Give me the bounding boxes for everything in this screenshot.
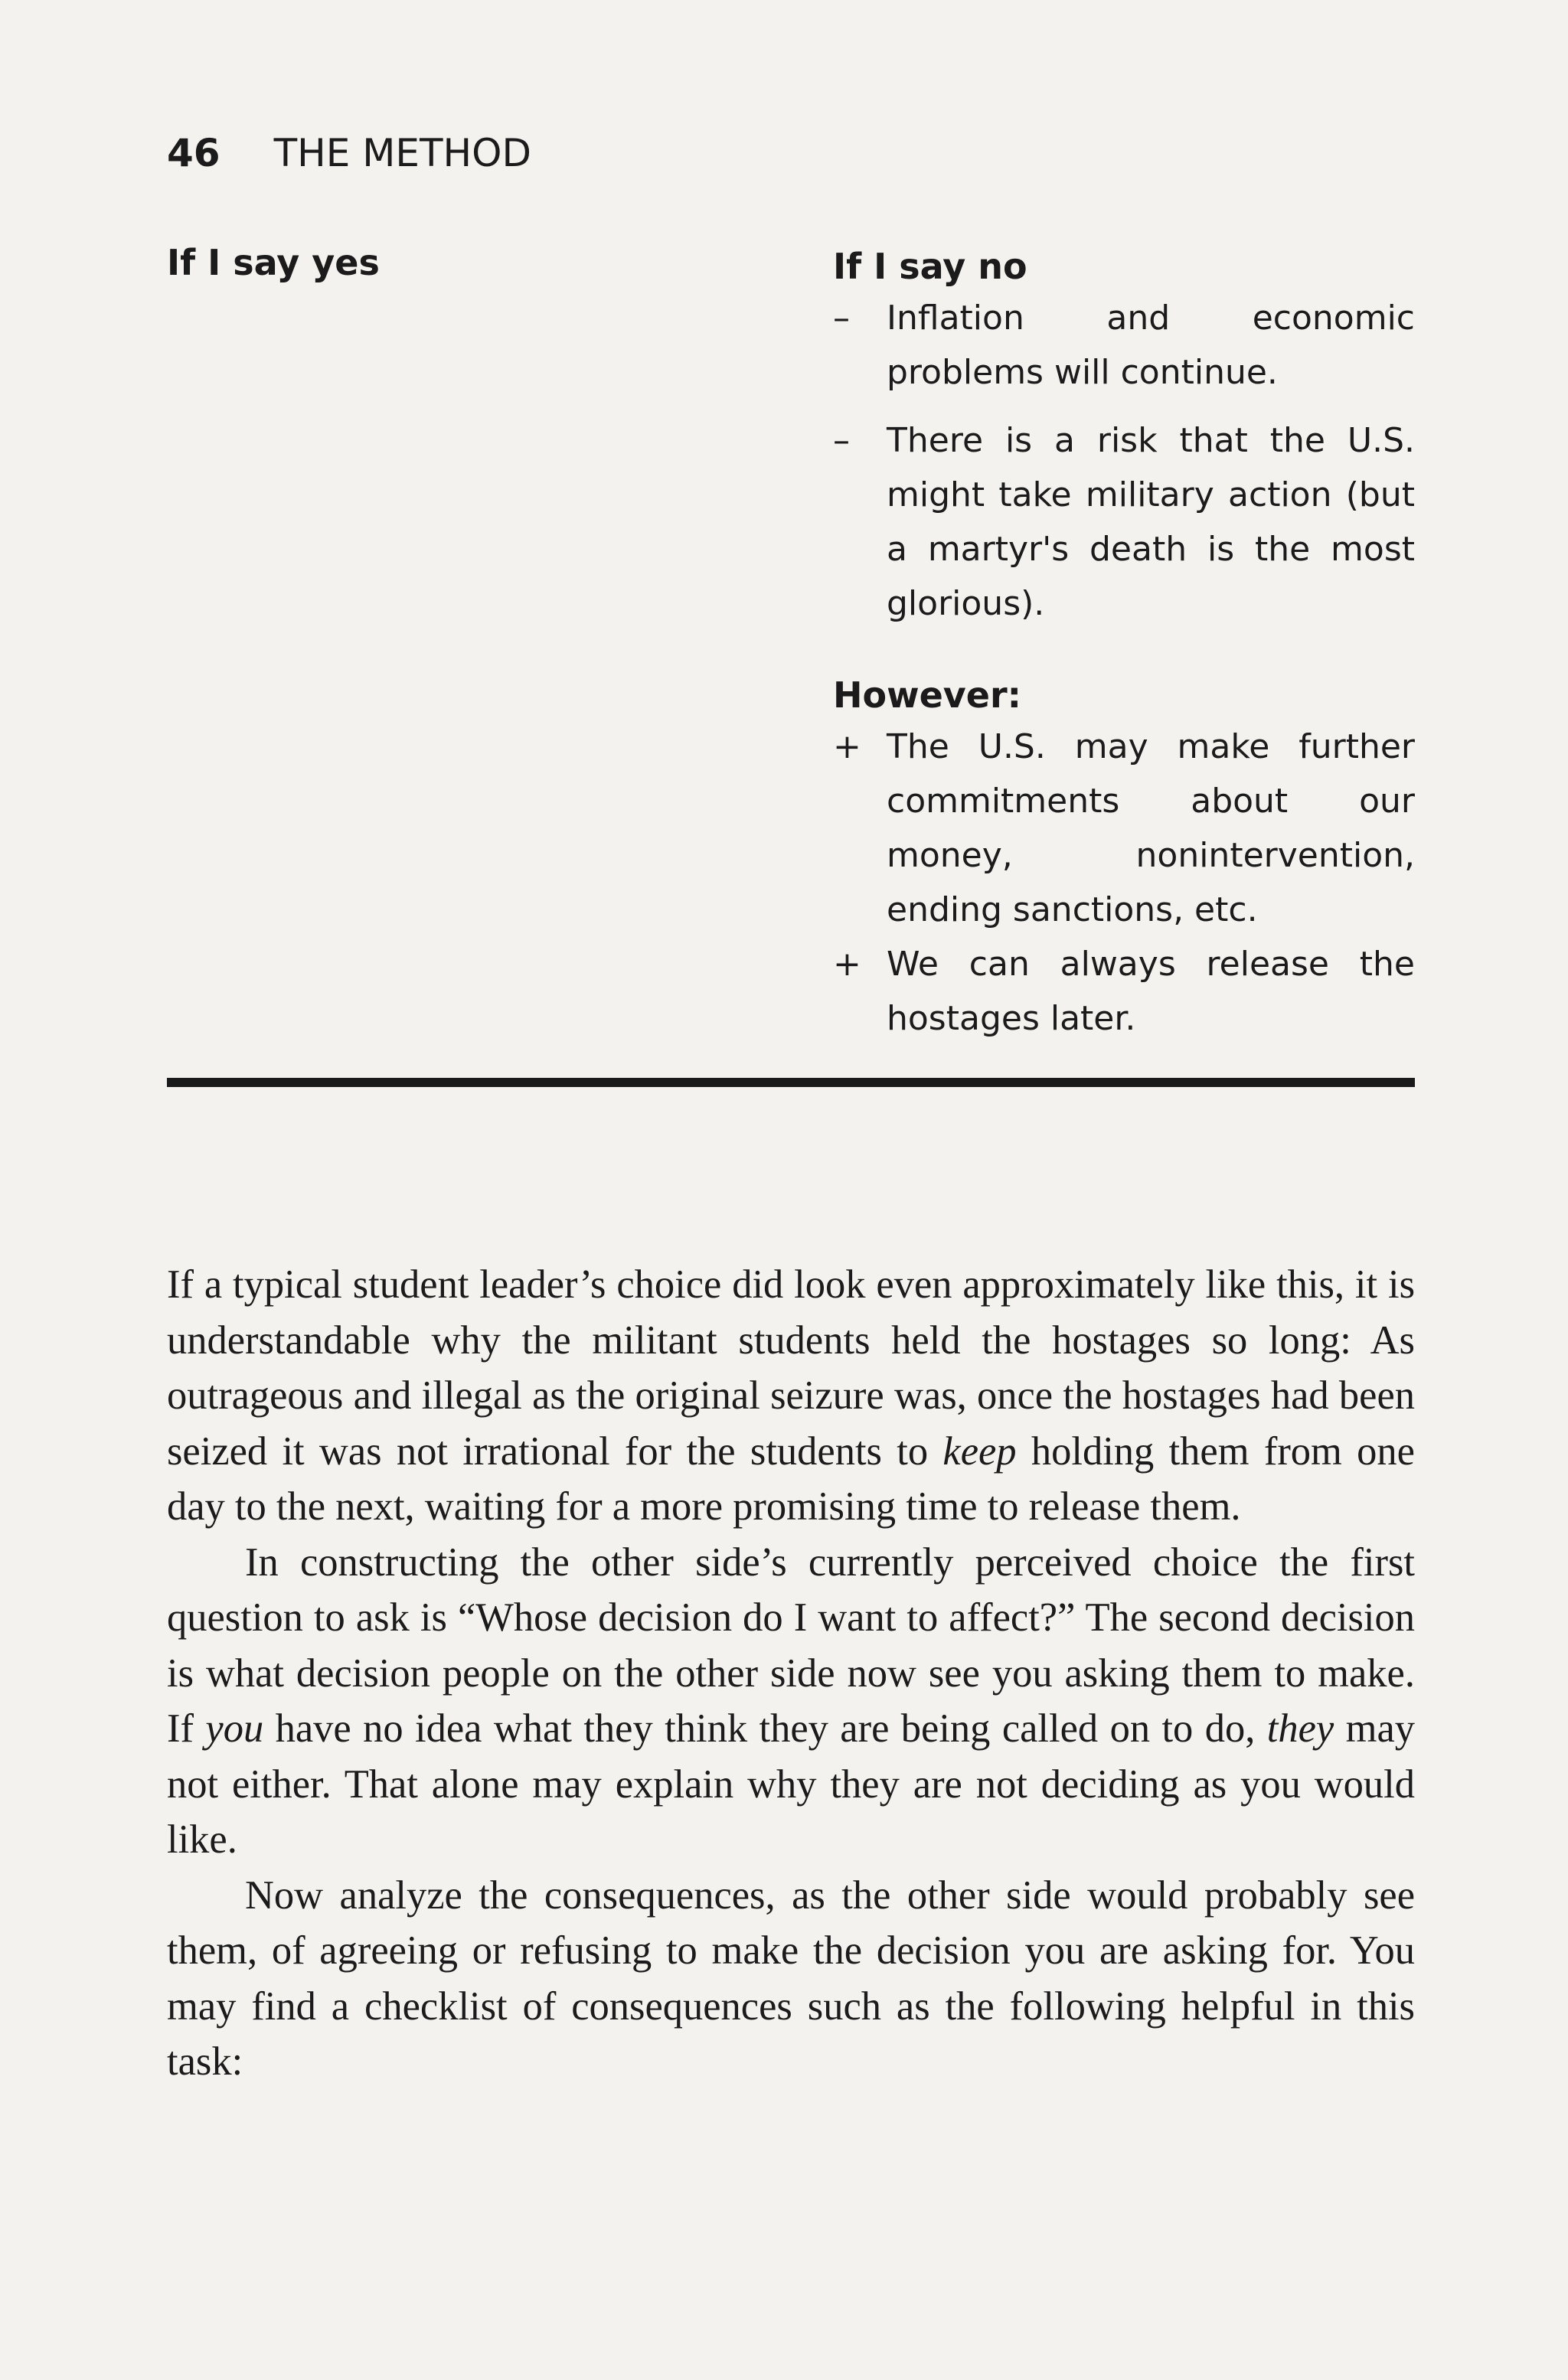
emphasis: they (1266, 1706, 1334, 1751)
however-heading: However: (833, 674, 1022, 716)
running-head (167, 129, 531, 178)
list-item-text: Inflation and economic problems will continue. (887, 299, 1415, 392)
minus-marker: – (833, 421, 850, 460)
horizontal-rule (167, 1078, 1415, 1087)
section-title: THE METHOD (273, 131, 531, 175)
list-item (833, 413, 1415, 631)
no-column-heading: If I say no (833, 246, 1027, 287)
text-run: In constructing the other side’s currently perceived choice the first question to ask is “Whose decision do I want to affect?” The second decision is what decision people on the other side now see you asking them to make. If (167, 1539, 1415, 1751)
paragraph: Now analyze the consequences, as the other side would probably see them, of agreeing or refusing to make the decision you are asking for. You may find a checklist of consequences such as the following helpful in this task: (167, 1872, 1415, 2084)
list-item (833, 291, 1415, 400)
text-run: If a typical student leader’s choice did look even approximately like this, it is understandable why the militant students held the hostages so long: As outrageous and illegal as the original seizure was, once the hostages had been seized it was not irrational for the students to (167, 1262, 1415, 1474)
page-number: 46 (167, 131, 220, 175)
list-item-text: The U.S. may make further commitments about our money, nonintervention, ending sanctions, etc. (887, 727, 1415, 929)
list-item (833, 937, 1415, 1046)
emphasis: keep (942, 1428, 1017, 1474)
text-run: have no idea what they think they are being called on to do, (263, 1706, 1267, 1751)
plus-marker: + (833, 727, 861, 766)
text-run: holding them from one day to the next, waiting for a more promising time to release them. (167, 1428, 1415, 1529)
minus-marker: – (833, 299, 850, 338)
yes-column-heading: If I say yes (167, 242, 380, 283)
emphasis: you (205, 1706, 264, 1751)
list-item-text: We can always release the hostages later. (887, 945, 1415, 1038)
body-text (167, 1257, 1415, 2090)
list-item (833, 720, 1415, 937)
paragraph (167, 1535, 1415, 1868)
plus-marker: + (833, 945, 861, 984)
text-run: may not either. That alone may explain why they are not deciding as you would like. (167, 1706, 1416, 1862)
paragraph (167, 1257, 1415, 1535)
no-column (833, 242, 1415, 1046)
list-item-text: There is a risk that the U.S. might take military action (but a martyr's death is the most glorious). (887, 421, 1415, 623)
